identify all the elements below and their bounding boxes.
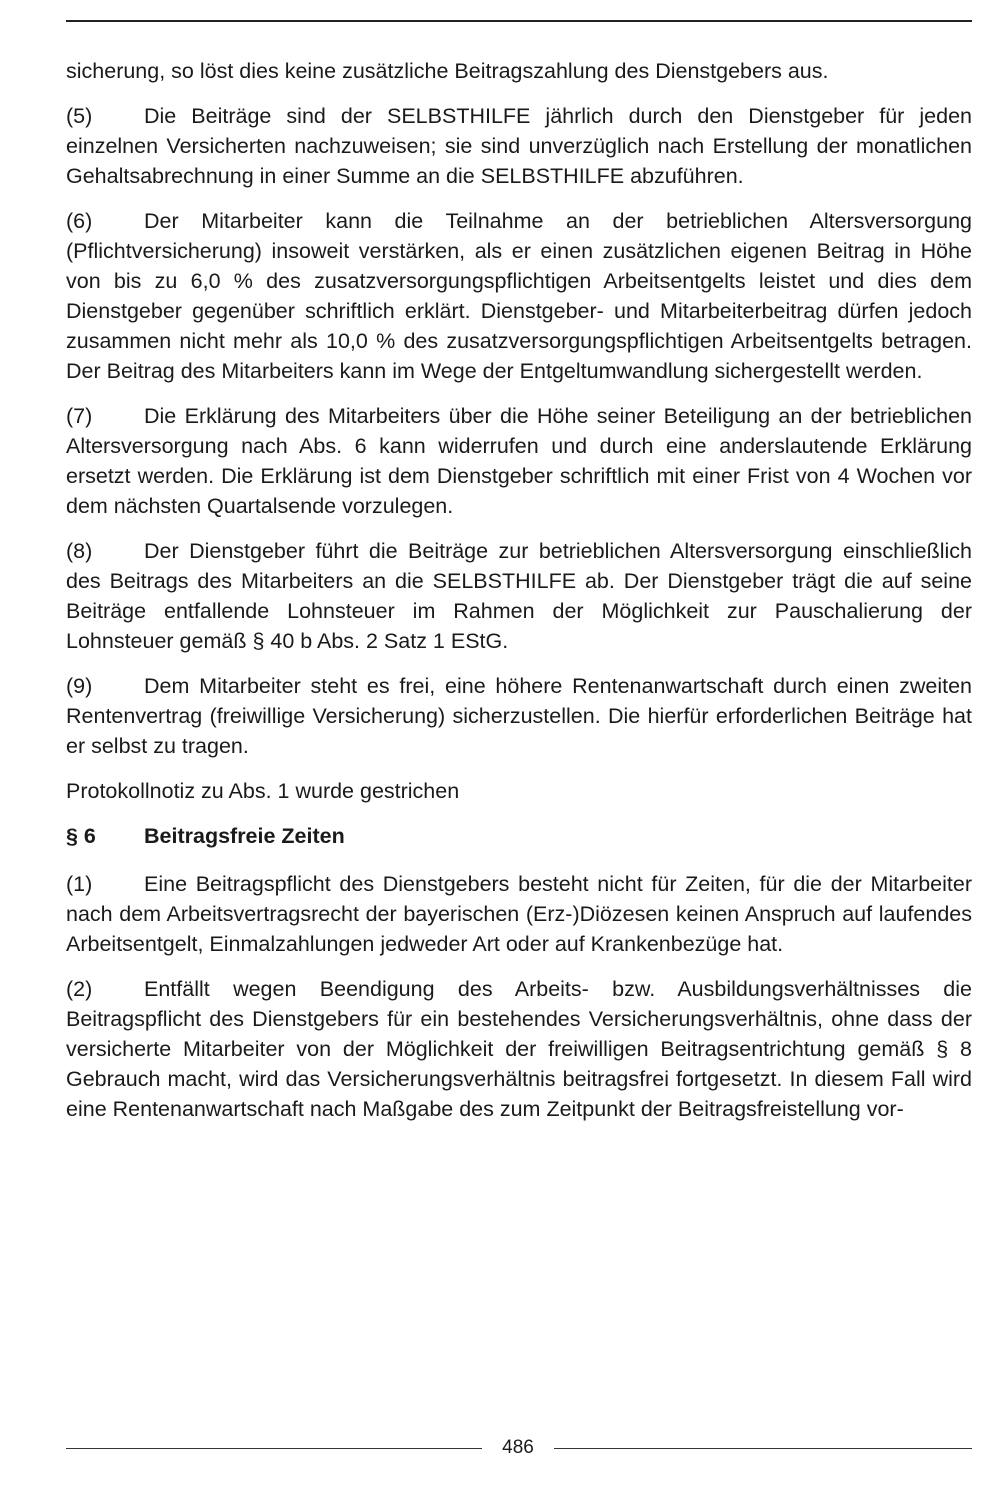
paragraph-number: (9) <box>66 674 93 698</box>
footer-rule-left <box>66 1448 482 1449</box>
paragraph-text: Eine Beitragspflicht des Dienstgebers besteht nicht für Zeiten, für die der Mitarbeiter nach dem Arbeitsvertragsrecht der bayerischen (Erz-)Diözesen keinen Anspruch auf laufendes Arbeitsentgelt, Einmalzahlungen jedweder Art oder auf Krankenbezüge hat. <box>66 872 972 956</box>
paragraph-continuation <box>66 56 972 86</box>
paragraph-number: (7) <box>66 404 93 428</box>
paragraph-8 <box>66 536 972 656</box>
paragraph-text: Protokollnotiz zu Abs. 1 wurde gestrichen <box>66 779 460 803</box>
protocol-note <box>66 776 972 806</box>
paragraph-number: (1) <box>66 872 93 896</box>
paragraph-9 <box>66 671 972 761</box>
paragraph-5 <box>66 101 972 191</box>
section-number: § 6 <box>66 824 96 848</box>
section-paragraph-1 <box>66 869 972 959</box>
section-heading <box>66 821 972 851</box>
footer-rule-right <box>554 1448 972 1449</box>
paragraph-number: (5) <box>66 104 93 128</box>
paragraph-7 <box>66 401 972 521</box>
page-body <box>66 56 972 1139</box>
paragraph-text: sicherung, so löst dies keine zusätzliche Beitragszahlung des Dienstgebers aus. <box>66 59 829 83</box>
paragraph-6 <box>66 206 972 386</box>
paragraph-number: (6) <box>66 209 93 233</box>
paragraph-text: Der Mitarbeiter kann die Teilnahme an der betrieblichen Altersversorgung (Pflichtversicherung) insoweit verstärken, als er einen zusätzlichen eigenen Beitrag in Höhe von bis zu 6,0 % des zusatzversorgungspflichtigen Arbeitsentgelts leistet und dies dem Dienstgeber gegenüber schriftlich erklärt. Dienstgeber- und Mitarbeiterbeitrag dürfen jedoch zusammen nicht mehr als 10,0 % des zusatzversorgungspflichtigen Arbeitsentgelts betragen. Der Beitrag des Mitarbeiters kann im Wege der Entgeltumwandlung sichergestellt werden. <box>66 209 972 383</box>
section-paragraph-2 <box>66 974 972 1124</box>
paragraph-text: Dem Mitarbeiter steht es frei, eine höhere Rentenanwartschaft durch einen zweiten Rentenvertrag (freiwillige Versicherung) sicherzustellen. Die hierfür erforderlichen Beiträge hat er selbst zu tragen. <box>66 674 972 758</box>
paragraph-text: Die Beiträge sind der SELBSTHILFE jährlich durch den Dienstgeber für jeden einzelnen Versicherten nachzuweisen; sie sind unverzüglich nach Erstellung der monatlichen Gehaltsabrechnung in einer Summe an die SELBSTHILFE abzuführen. <box>66 104 972 188</box>
top-rule <box>66 20 972 22</box>
paragraph-number: (8) <box>66 539 93 563</box>
section-title: Beitragsfreie Zeiten <box>144 824 345 848</box>
paragraph-text: Entfällt wegen Beendigung des Arbeits- bzw. Ausbildungsverhältnisses die Beitragspflicht des Dienstgebers für ein bestehendes Versicherungsverhältnis, ohne dass der versicherte Mitarbeiter von der Möglichkeit der freiwilligen Beitragsentrichtung gemäß § 8 Gebrauch macht, wird das Versicherungsverhältnis beitragsfrei fortgesetzt. In diesem Fall wird eine Rentenanwartschaft nach Maßgabe des zum Zeitpunkt der Beitragsfreistellung vor- <box>66 977 972 1121</box>
paragraph-text: Die Erklärung des Mitarbeiters über die Höhe seiner Beteiligung an der betrieblichen Altersversorgung nach Abs. 6 kann widerrufen und durch eine anderslautende Erklärung ersetzt werden. Die Erklärung ist dem Dienstgeber schriftlich mit einer Frist von 4 Wochen vor dem nächsten Quartalsende vorzulegen. <box>66 404 972 518</box>
paragraph-text: Der Dienstgeber führt die Beiträge zur betrieblichen Altersversorgung einschließlich des Beitrags des Mitarbeiters an die SELBSTHILFE ab. Der Dienstgeber trägt die auf seine Beiträge entfallende Lohnsteuer im Rahmen der Möglichkeit zur Pauschalierung der Lohnsteuer gemäß § 40 b Abs. 2 Satz 1 EStG. <box>66 539 972 653</box>
page-number: 486 <box>502 1437 534 1458</box>
page-footer <box>66 1436 972 1466</box>
paragraph-number: (2) <box>66 977 93 1001</box>
